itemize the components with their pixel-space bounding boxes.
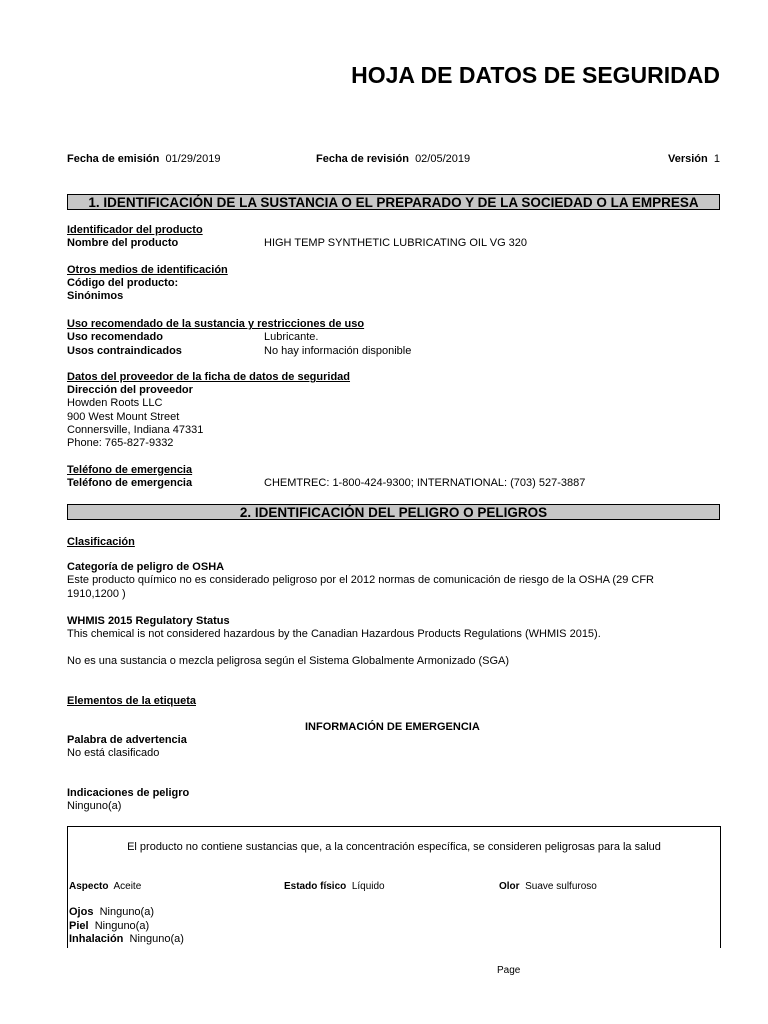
revision-date-value: 02/05/2019: [415, 153, 471, 165]
whmis-status-label: WHMIS 2015 Regulatory Status: [67, 615, 230, 627]
supplier-name: Howden Roots LLC: [67, 397, 163, 409]
ghs-statement: No es una sustancia o mezcla peligrosa según el Sistema Globalmente Armonizado (SGA): [67, 655, 510, 667]
emergency-overview-box: [67, 826, 721, 948]
inhalation-label: Inhalación: [69, 933, 124, 945]
physical-state-label: Estado físico: [284, 881, 347, 892]
label-elements-header: Elementos de la etiqueta: [67, 695, 196, 707]
supplier-phone: Phone: 765-827-9332: [67, 437, 174, 449]
emergency-info-title: INFORMACIÓN DE EMERGENCIA: [305, 721, 480, 733]
classification-header: Clasificación: [67, 536, 135, 548]
osha-category-label: Categoría de peligro de OSHA: [67, 561, 225, 573]
supplier-header: Datos del proveedor de la ficha de datos de seguridad: [67, 371, 351, 383]
recommended-use-label: Uso recomendado: [67, 331, 163, 343]
recommended-use-value: Lubricante.: [264, 331, 319, 343]
version-label: Versión: [668, 153, 708, 165]
eyes-label: Ojos: [69, 906, 94, 918]
skin-value: Ninguno(a): [94, 920, 150, 932]
hazard-statements-label: Indicaciones de peligro: [67, 787, 190, 799]
recommended-use-header: Uso recomendado de la sustancia y restricciones de uso: [67, 318, 365, 330]
odor-label: Olor: [499, 881, 520, 892]
no-hazard-statement: El producto no contiene sustancias que, a la concentración específica, se consideren peligrosas para la salud: [127, 841, 661, 853]
product-name-label: Nombre del producto: [67, 237, 179, 249]
osha-category-text-1: Este producto químico no es considerado peligroso por el 2012 normas de comunicación de riesgo de la OSHA (29 CFR: [67, 574, 654, 586]
skin-label: Piel: [69, 920, 89, 932]
physical-state-value: Líquido: [351, 881, 385, 892]
section-1-heading: 1. IDENTIFICACIÓN DE LA SUSTANCIA O EL PREPARADO Y DE LA SOCIEDAD O LA EMPRESA: [67, 194, 720, 210]
odor-value: Suave sulfuroso: [525, 881, 597, 892]
contraindicated-uses-label: Usos contraindicados: [67, 345, 182, 357]
physical-state-field: [284, 880, 385, 894]
supplier-street: 900 West Mount Street: [67, 411, 180, 423]
supplier-address-label: Dirección del proveedor: [67, 384, 193, 396]
odor-field: [499, 880, 597, 894]
inhalation-value: Ninguno(a): [129, 933, 184, 945]
eyes-field: [69, 906, 154, 920]
version-field: [668, 153, 720, 167]
inhalation-field: [69, 933, 184, 947]
issue-date-field: [67, 153, 221, 167]
page-footer: Page: [497, 965, 521, 976]
skin-field: [69, 920, 149, 934]
version-value: 1: [713, 153, 720, 165]
appearance-label: Aspecto: [69, 881, 109, 892]
product-code-label: Código del producto:: [67, 277, 179, 289]
product-identifier-header: Identificador del producto: [67, 224, 203, 236]
supplier-city: Connersville, Indiana 47331: [67, 424, 204, 436]
whmis-status-text: This chemical is not considered hazardous by the Canadian Hazardous Products Regulations (WHMIS 2015).: [67, 628, 601, 640]
appearance-value: Aceite: [113, 881, 142, 892]
section-2-heading: 2. IDENTIFICACIÓN DEL PELIGRO O PELIGROS: [67, 504, 720, 520]
contraindicated-uses-value: No hay información disponible: [264, 345, 412, 357]
issue-date-label: Fecha de emisión: [67, 153, 160, 165]
osha-category-text-2: 1910,1200 ): [67, 588, 126, 600]
emergency-phone-label: Teléfono de emergencia: [67, 477, 193, 489]
revision-date-label: Fecha de revisión: [316, 153, 409, 165]
hazard-statements-value: Ninguno(a): [67, 800, 122, 812]
product-name-value: HIGH TEMP SYNTHETIC LUBRICATING OIL VG 320: [264, 237, 528, 249]
emergency-phone-value: CHEMTREC: 1-800-424-9300; INTERNATIONAL: (703) 527-3887: [264, 477, 586, 489]
emergency-phone-header: Teléfono de emergencia: [67, 464, 193, 476]
signal-word-value: No está clasificado: [67, 747, 160, 759]
signal-word-label: Palabra de advertencia: [67, 734, 187, 746]
other-identification-header: Otros medios de identificación: [67, 264, 228, 276]
appearance-field: [69, 880, 141, 894]
document-title: HOJA DE DATOS DE SEGURIDAD: [351, 62, 720, 88]
synonyms-label: Sinónimos: [67, 290, 124, 302]
eyes-value: Ninguno(a): [99, 906, 154, 918]
revision-date-field: [316, 153, 470, 167]
issue-date-value: 01/29/2019: [165, 153, 221, 165]
